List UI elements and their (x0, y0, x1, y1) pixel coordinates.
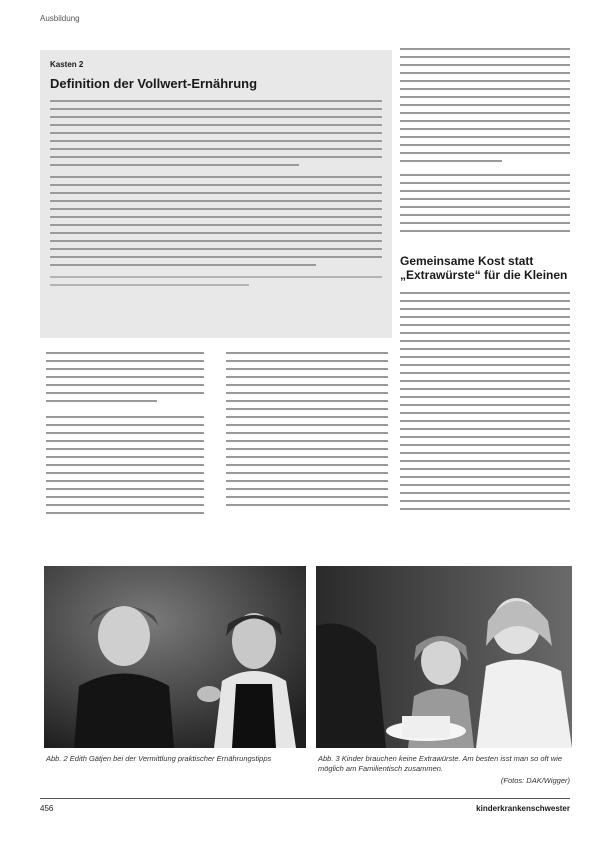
box-label: Kasten 2 (50, 60, 84, 69)
photo-family-table (316, 566, 572, 748)
figure-caption-3: Abb. 3 Kinder brauchen keine Extrawürste. Am besten isst man so oft wie möglich am Familientisch zusammen. (318, 754, 563, 773)
photo-family-table-image (316, 566, 572, 748)
box-title: Definition der Vollwert-Ernährung (50, 76, 258, 91)
photo-credit: (Fotos: DAK/Wigger) (500, 776, 570, 785)
section-label: Ausbildung (40, 14, 80, 23)
page-number: 456 (40, 804, 54, 813)
photo-consultation-image (44, 566, 306, 748)
right-column-text-top (400, 48, 570, 238)
right-subhead: Gemeinsame Kost statt „Extrawürste“ für die Kleinen (400, 254, 568, 282)
journal-name: kinderkrankenschwester (476, 804, 570, 813)
box-body-text (50, 100, 382, 292)
figure-caption-2: Abb. 2 Edith Gätjen bei der Vermittlung praktischer Ernährungstipps (46, 754, 272, 763)
right-column-text-body (400, 292, 570, 516)
photo-consultation (44, 566, 306, 748)
left-column-text (46, 352, 204, 520)
middle-column-text (226, 352, 388, 512)
footer-rule (40, 798, 570, 799)
